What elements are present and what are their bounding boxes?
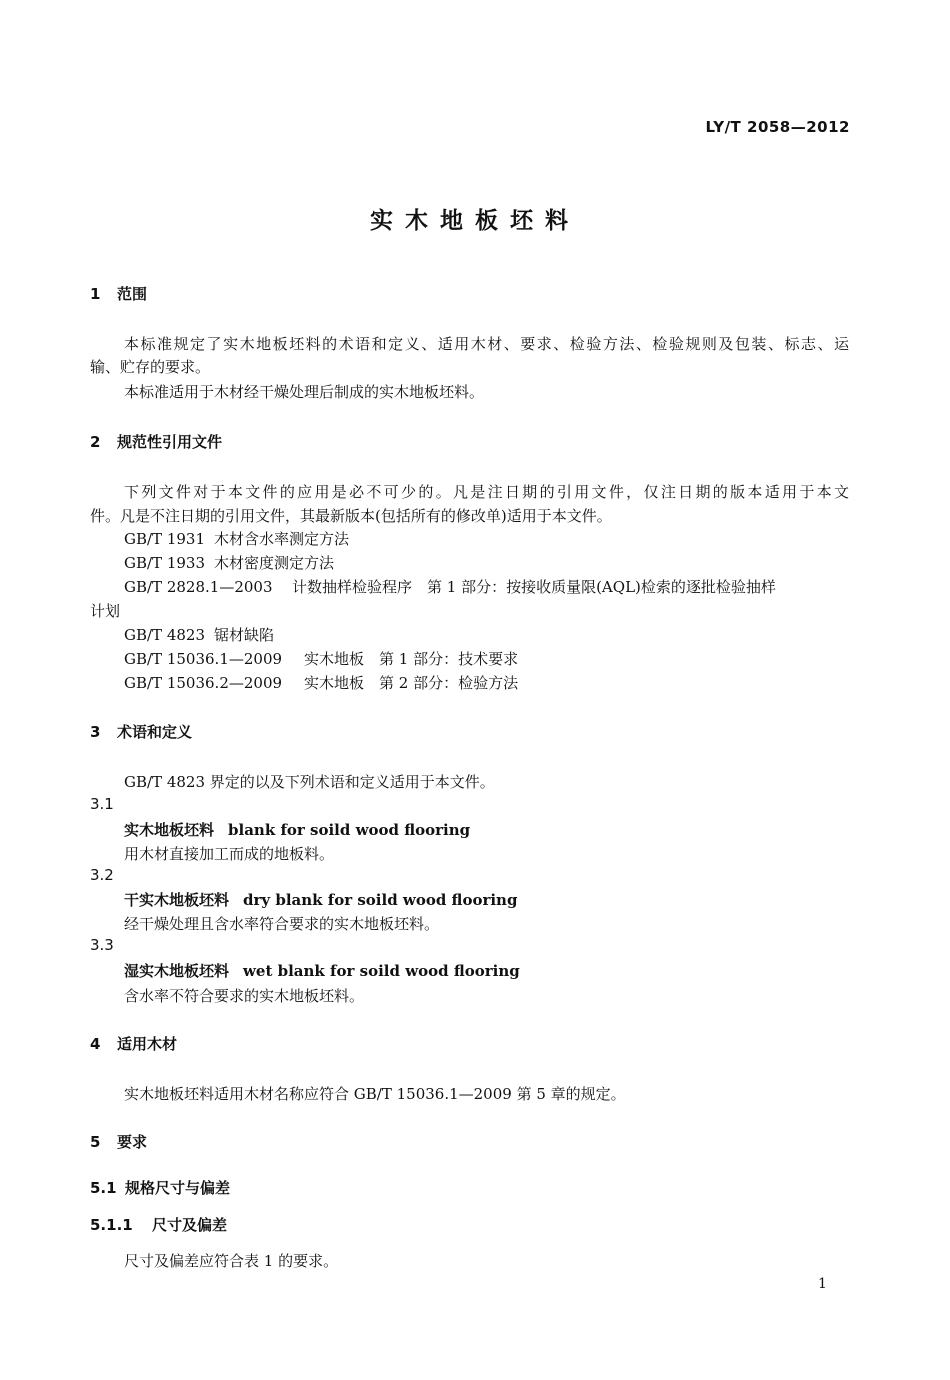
- section-title: 范围: [117, 285, 148, 303]
- term-heading: [124, 819, 470, 840]
- ref-code: GB/T 1931: [124, 530, 206, 548]
- ref-code: GB/T 15036.2—2009: [124, 674, 283, 692]
- ref-code: GB/T 2828.1—2003: [124, 578, 273, 596]
- term-number: 3.1: [90, 795, 114, 813]
- document-title: 实木地板坯料: [370, 208, 580, 234]
- term-en: blank for soild wood flooring: [228, 821, 471, 839]
- scope-paragraph-2: 本标准适用于木材经干燥处理后制成的实木地板坯料。: [124, 383, 485, 401]
- subsection-number: 5.1.1: [90, 1216, 133, 1234]
- wood-paragraph: 实木地板坯料适用木材名称应符合 GB/T 15036.1—2009 第 5 章的规定。: [124, 1085, 626, 1103]
- section-number: 3: [90, 723, 101, 741]
- section-title: 要求: [117, 1133, 148, 1151]
- ref-item: [124, 552, 334, 573]
- ref-code: GB/T 4823: [124, 626, 206, 644]
- section-3-heading: [90, 721, 192, 742]
- section-number: 5: [90, 1133, 101, 1151]
- ref-item: [124, 672, 518, 693]
- term-zh: 实木地板坯料: [124, 821, 215, 839]
- ref-title: 计数抽样检验程序 第 1 部分：按接收质量限(AQL)检索的逐批检验抽样: [292, 578, 776, 596]
- subsection-5-1-heading: [90, 1177, 230, 1198]
- ref-title: 锯材缺陷: [214, 626, 275, 644]
- term-zh: 干实木地板坯料: [124, 891, 230, 909]
- term-definition: 经干燥处理且含水率符合要求的实木地板坯料。: [124, 915, 440, 933]
- ref-title-continuation: 计划: [90, 602, 121, 620]
- ref-item: [124, 624, 274, 645]
- term-number: 3.2: [90, 866, 114, 884]
- ref-code: GB/T 15036.1—2009: [124, 650, 283, 668]
- ref-code: GB/T 1933: [124, 554, 206, 572]
- ref-item: [124, 528, 349, 549]
- term-zh: 湿实木地板坯料: [124, 962, 230, 980]
- section-title: 适用木材: [117, 1035, 178, 1053]
- section-1-heading: [90, 283, 147, 304]
- ref-item: [124, 576, 776, 597]
- term-en: dry blank for soild wood flooring: [243, 891, 518, 909]
- page-number: 1: [818, 1276, 827, 1292]
- refs-intro-line1: 下列文件对于本文件的应用是必不可少的。凡是注日期的引用文件，仅注日期的版本适用于本文: [124, 483, 849, 501]
- dimensions-paragraph: 尺寸及偏差应符合表 1 的要求。: [124, 1252, 339, 1270]
- section-title: 术语和定义: [117, 723, 193, 741]
- term-definition: 含水率不符合要求的实木地板坯料。: [124, 987, 365, 1005]
- term-en: wet blank for soild wood flooring: [243, 962, 520, 980]
- ref-title: 实木地板 第 1 部分：技术要求: [304, 650, 519, 668]
- standard-code: LY/T 2058—2012: [705, 118, 850, 136]
- term-heading: [124, 960, 520, 981]
- term-definition: 用木材直接加工而成的地板料。: [124, 845, 335, 863]
- terms-intro: GB/T 4823 界定的以及下列术语和定义适用于本文件。: [124, 773, 495, 791]
- section-number: 4: [90, 1035, 101, 1053]
- ref-item: [124, 648, 518, 669]
- subsection-number: 5.1: [90, 1179, 117, 1197]
- subsection-5-1-1-heading: [90, 1214, 227, 1235]
- section-5-heading: [90, 1131, 147, 1152]
- section-number: 2: [90, 433, 101, 451]
- section-4-heading: [90, 1033, 177, 1054]
- term-heading: [124, 889, 517, 910]
- ref-title: 实木地板 第 2 部分：检验方法: [304, 674, 519, 692]
- ref-title: 木材含水率测定方法: [214, 530, 350, 548]
- subsection-title: 规格尺寸与偏差: [125, 1179, 231, 1197]
- ref-title: 木材密度测定方法: [214, 554, 335, 572]
- section-2-heading: [90, 431, 222, 452]
- term-number: 3.3: [90, 936, 114, 954]
- refs-intro-line2: 件。凡是不注日期的引用文件，其最新版本(包括所有的修改单)适用于本文件。: [90, 507, 612, 525]
- scope-paragraph-line1: 本标准规定了实木地板坯料的术语和定义、适用木材、要求、检验方法、检验规则及包装、标志、运: [124, 335, 849, 353]
- section-number: 1: [90, 285, 101, 303]
- section-title: 规范性引用文件: [117, 433, 223, 451]
- scope-paragraph-line2: 输、贮存的要求。: [90, 358, 211, 376]
- subsection-title: 尺寸及偏差: [152, 1216, 228, 1234]
